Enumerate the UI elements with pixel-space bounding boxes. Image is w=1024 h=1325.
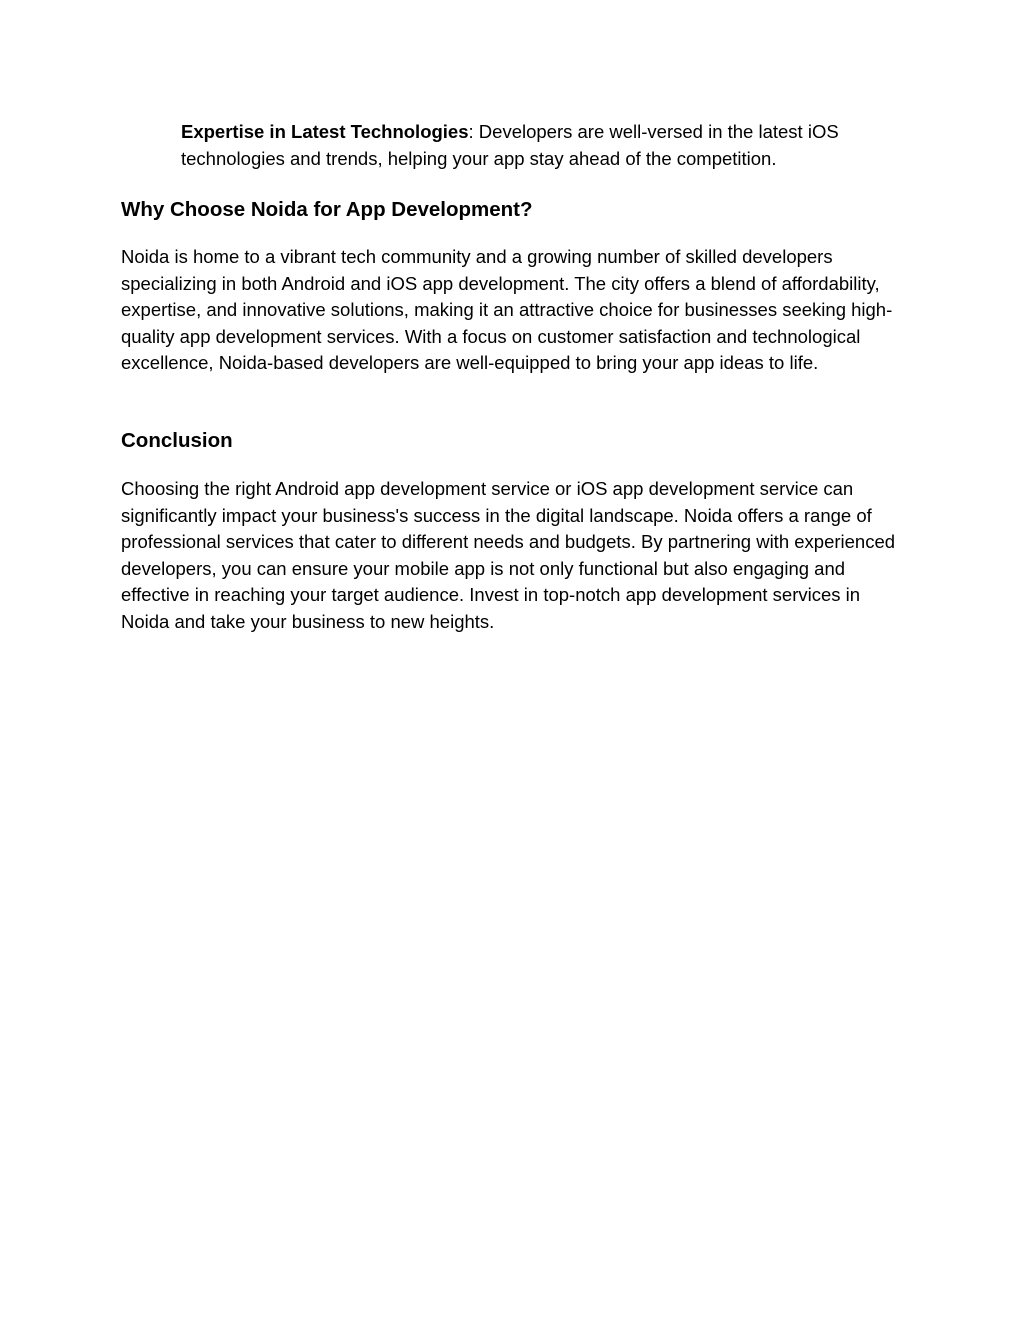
section-paragraph-conclusion: Choosing the right Android app development service or iOS app development service can significantly impact your business's success in the digital landscape. Noida offers a range of professional services that cater to different needs and budgets. By partnering with experienced developers, you can ensure your mobile app is not only functional but also engaging and effective in reaching your target audience. Invest in top-notch app development services in Noida and take your business to new heights. [121, 478, 896, 632]
list-item-term: Expertise in Latest Technologies [181, 121, 469, 142]
section-heading-why-noida: Why Choose Noida for App Development? [121, 198, 533, 221]
list-item-expertise [181, 119, 911, 172]
list-item-text: : Developers are well-versed in the latest iOS technologies and trends, helping your app stay ahead of the competition. [181, 121, 839, 169]
section-paragraph-why-noida: Noida is home to a vibrant tech community and a growing number of skilled developers specializing in both Android and iOS app development. The city offers a blend of affordability, expertise, and innovative solutions, making it an attractive choice for businesses seeking high-quality app development services. With a focus on customer satisfaction and technological excellence, Noida-based developers are well-equipped to bring your app ideas to life. [121, 246, 893, 373]
section-heading-conclusion: Conclusion [121, 429, 233, 452]
